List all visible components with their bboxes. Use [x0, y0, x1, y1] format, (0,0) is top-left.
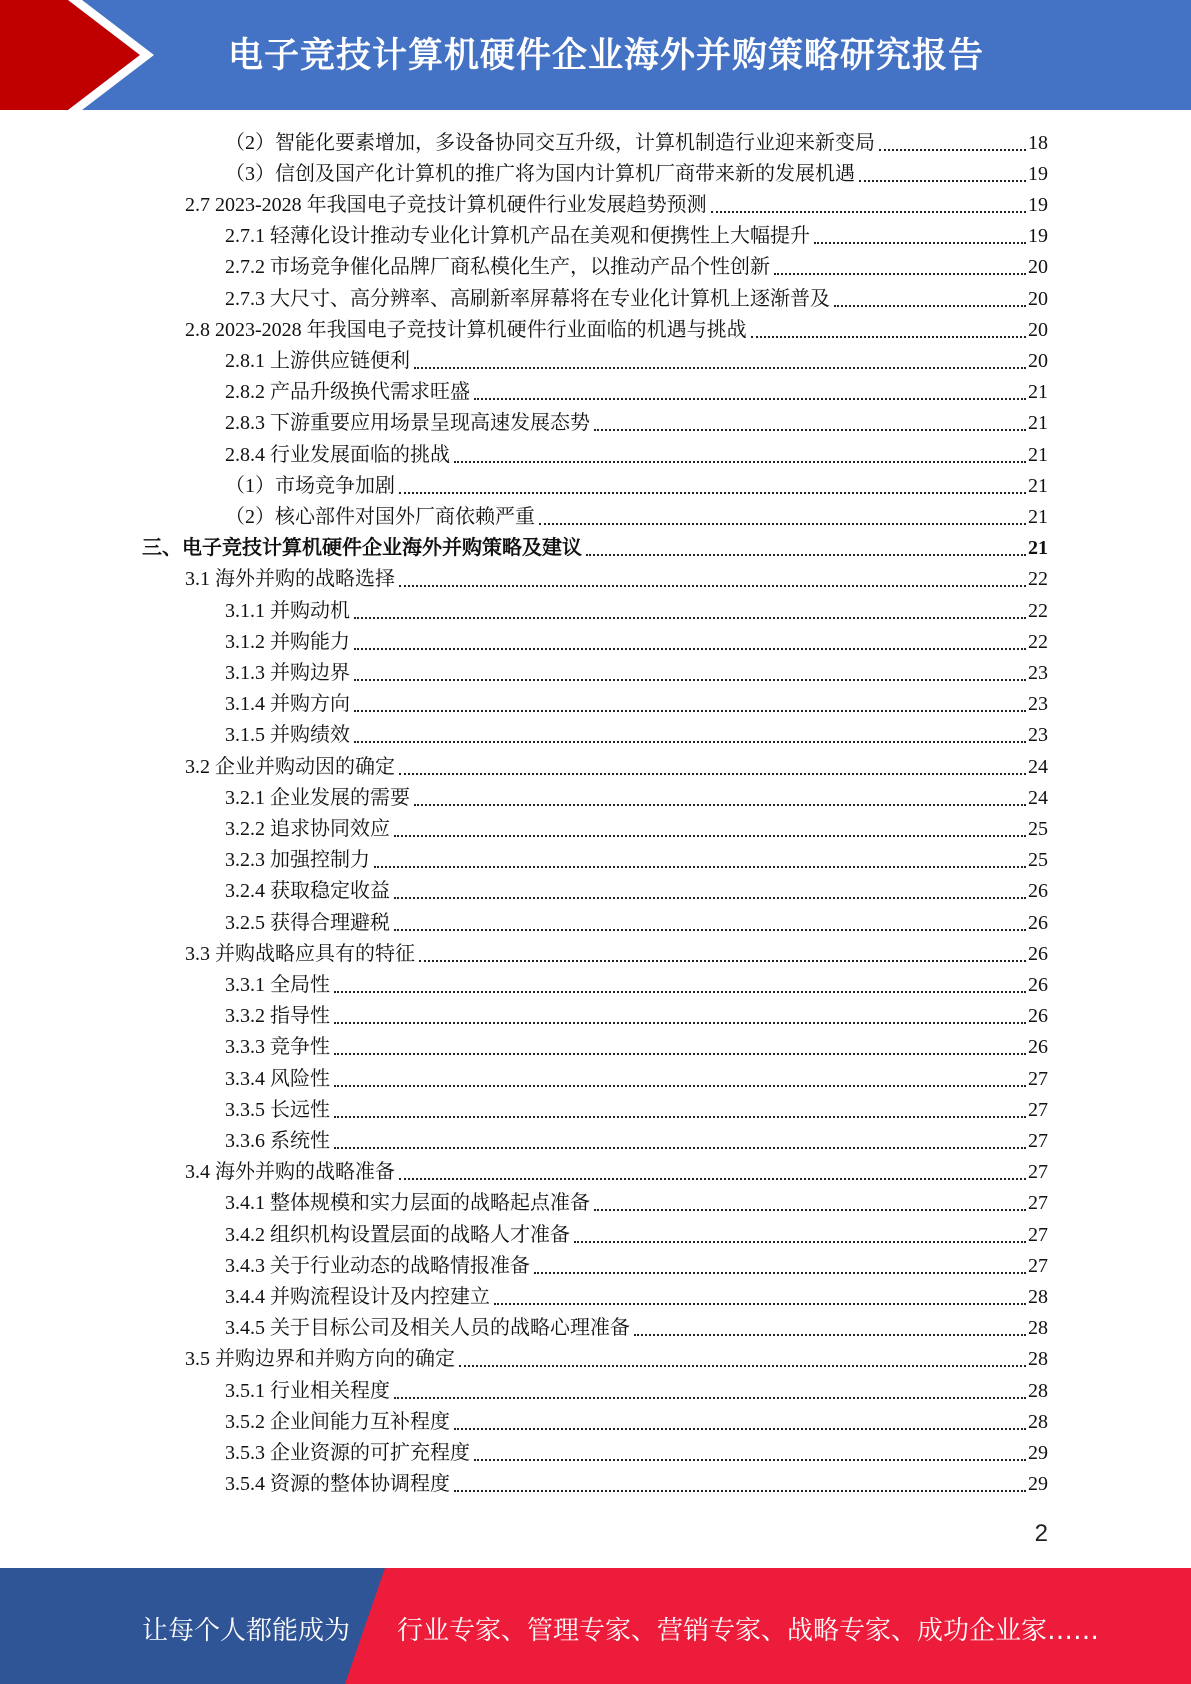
toc-entry-page: 19 — [1028, 193, 1048, 216]
toc-entry-title: 2.7 2023-2028 年我国电子竞技计算机硬件行业发展趋势预测 — [185, 193, 707, 216]
toc-entry[interactable] — [225, 845, 1048, 876]
toc-entry[interactable] — [225, 1032, 1048, 1063]
report-title: 电子竞技计算机硬件企业海外并购策略研究报告 — [228, 36, 985, 76]
toc-entry[interactable] — [225, 377, 1048, 408]
toc-entry-page: 21 — [1028, 412, 1048, 435]
toc-leader-dots — [634, 1334, 1026, 1336]
toc-entry-page: 21 — [1028, 381, 1048, 404]
toc-entry-page: 28 — [1028, 1379, 1048, 1402]
toc-leader-dots — [354, 710, 1026, 712]
toc-entry[interactable] — [225, 221, 1048, 252]
toc-entry-page: 27 — [1028, 1129, 1048, 1152]
toc-entry-page: 28 — [1028, 1317, 1048, 1340]
toc-entry[interactable] — [225, 501, 1048, 532]
toc-entry-page: 19 — [1028, 162, 1048, 185]
toc-entry[interactable] — [225, 626, 1048, 657]
toc-entry-page: 24 — [1028, 755, 1048, 778]
toc-leader-dots — [574, 1241, 1026, 1243]
toc-entry-page: 19 — [1028, 225, 1048, 248]
toc-entry[interactable] — [185, 938, 1048, 969]
toc-leader-dots — [354, 617, 1026, 619]
toc-entry[interactable] — [225, 969, 1048, 1000]
toc-entry-title: 3.2 企业并购动因的确定 — [185, 755, 395, 778]
toc-entry-title: 3.1 海外并购的战略选择 — [185, 568, 395, 591]
page-number: 2 — [1034, 1520, 1048, 1547]
toc-entry[interactable] — [225, 1281, 1048, 1312]
toc-entry-page: 25 — [1028, 849, 1048, 872]
toc-entry-title: 3.5 并购边界和并购方向的确定 — [185, 1348, 455, 1371]
toc-entry-page: 18 — [1028, 131, 1048, 154]
toc-entry[interactable] — [142, 533, 1048, 564]
toc-entry-page: 26 — [1028, 911, 1048, 934]
toc-leader-dots — [334, 1085, 1026, 1087]
toc-entry-page: 20 — [1028, 287, 1048, 310]
toc-leader-dots — [474, 1459, 1026, 1461]
toc-entry-page: 26 — [1028, 942, 1048, 965]
toc-entry-page: 25 — [1028, 817, 1048, 840]
toc-entry[interactable] — [225, 595, 1048, 626]
toc-entry-page: 29 — [1028, 1441, 1048, 1464]
toc-leader-dots — [494, 1303, 1026, 1305]
toc-entry[interactable] — [185, 751, 1048, 782]
toc-entry[interactable] — [185, 1157, 1048, 1188]
toc-leader-dots — [354, 741, 1026, 743]
toc-entry[interactable] — [225, 158, 1048, 189]
toc-entry[interactable] — [225, 876, 1048, 907]
toc-entry-title: 3.1.5 并购绩效 — [225, 724, 350, 747]
toc-entry[interactable] — [225, 1063, 1048, 1094]
toc-leader-dots — [399, 1178, 1026, 1180]
toc-entry-title: 2.8 2023-2028 年我国电子竞技计算机硬件行业面临的机遇与挑战 — [185, 318, 747, 341]
toc-entry-page: 28 — [1028, 1285, 1048, 1308]
toc-entry-title: 3.2.2 追求协同效应 — [225, 817, 390, 840]
toc-entry-title: 3.4.4 并购流程设计及内控建立 — [225, 1285, 490, 1308]
toc-entry-page: 26 — [1028, 1005, 1048, 1028]
toc-entry[interactable] — [225, 907, 1048, 938]
toc-entry[interactable] — [225, 720, 1048, 751]
toc-entry-title: （2）智能化要素增加，多设备协同交互升级，计算机制造行业迎来新变局 — [225, 131, 875, 154]
toc-leader-dots — [394, 1397, 1026, 1399]
toc-leader-dots — [419, 960, 1026, 962]
toc-entry[interactable] — [225, 1469, 1048, 1500]
toc-entry-title: 3.3.4 风险性 — [225, 1067, 330, 1090]
toc-entry-page: 23 — [1028, 724, 1048, 747]
toc-entry-title: 3.5.4 资源的整体协调程度 — [225, 1473, 450, 1496]
toc-leader-dots — [334, 1053, 1026, 1055]
footer-slogan-left: 让每个人都能成为 — [142, 1616, 351, 1646]
toc-entry-title: （3）信创及国产化计算机的推广将为国内计算机厂商带来新的发展机遇 — [225, 162, 855, 185]
toc-leader-dots — [454, 1490, 1026, 1492]
toc-entry[interactable] — [225, 1125, 1048, 1156]
toc-entry-title: 3.1.3 并购边界 — [225, 661, 350, 684]
toc-entry-page: 26 — [1028, 973, 1048, 996]
toc-entry-page: 21 — [1028, 505, 1048, 528]
toc-entry-title: 3.4 海外并购的战略准备 — [185, 1161, 395, 1184]
toc-entry-title: 3.4.2 组织机构设置层面的战略人才准备 — [225, 1223, 570, 1246]
toc-leader-dots — [394, 897, 1026, 899]
toc-entry[interactable] — [225, 439, 1048, 470]
toc-entry-title: 2.8.1 上游供应链便利 — [225, 349, 410, 372]
toc-leader-dots — [414, 804, 1026, 806]
toc-entry[interactable] — [185, 564, 1048, 595]
toc-entry[interactable] — [225, 1001, 1048, 1032]
toc-entry[interactable] — [185, 189, 1048, 220]
toc-leader-dots — [334, 1147, 1026, 1149]
toc-leader-dots — [594, 1209, 1026, 1211]
toc-entry-title: 3.4.3 关于行业动态的战略情报准备 — [225, 1254, 530, 1277]
toc-entry-page: 27 — [1028, 1192, 1048, 1215]
toc-leader-dots — [594, 429, 1026, 431]
toc-entry-page: 24 — [1028, 786, 1048, 809]
toc-leader-dots — [859, 180, 1026, 182]
toc-leader-dots — [814, 242, 1026, 244]
toc-entry-page: 29 — [1028, 1473, 1048, 1496]
toc-entry[interactable] — [185, 314, 1048, 345]
toc-leader-dots — [354, 648, 1026, 650]
toc-leader-dots — [711, 211, 1026, 213]
toc-leader-dots — [394, 835, 1026, 837]
toc-entry-title: 3.3.6 系统性 — [225, 1129, 330, 1152]
toc-entry-page: 26 — [1028, 1036, 1048, 1059]
toc-entry-title: 3.2.1 企业发展的需要 — [225, 786, 410, 809]
toc-entry-title: 2.7.2 市场竞争催化品牌厂商私模化生产，以推动产品个性创新 — [225, 256, 770, 279]
toc-entry-title: 3.3.1 全局性 — [225, 973, 330, 996]
toc-entry-page: 21 — [1028, 443, 1048, 466]
toc-entry-title: 2.8.2 产品升级换代需求旺盛 — [225, 381, 470, 404]
toc-leader-dots — [751, 336, 1026, 338]
toc-entry-title: 3.1.1 并购动机 — [225, 599, 350, 622]
toc-leader-dots — [414, 367, 1026, 369]
toc-entry-title: 3.4.5 关于目标公司及相关人员的战略心理准备 — [225, 1317, 630, 1340]
toc-leader-dots — [586, 554, 1026, 556]
toc-leader-dots — [459, 1365, 1026, 1367]
chevron-arrow-icon — [0, 0, 160, 110]
toc-leader-dots — [354, 679, 1026, 681]
toc-entry[interactable] — [225, 1437, 1048, 1468]
toc-entry[interactable] — [225, 1219, 1048, 1250]
toc-leader-dots — [399, 773, 1026, 775]
toc-entry-page: 20 — [1028, 318, 1048, 341]
toc-entry-page: 20 — [1028, 256, 1048, 279]
toc-leader-dots — [374, 866, 1026, 868]
toc-entry-page: 22 — [1028, 599, 1048, 622]
toc-entry-page: 26 — [1028, 880, 1048, 903]
toc-leader-dots — [334, 991, 1026, 993]
toc-entry[interactable] — [225, 1188, 1048, 1219]
toc-leader-dots — [834, 305, 1026, 307]
toc-entry-title: 3.2.3 加强控制力 — [225, 849, 370, 872]
toc-entry-title: 2.8.3 下游重要应用场景呈现高速发展态势 — [225, 412, 590, 435]
toc-entry-page: 22 — [1028, 630, 1048, 653]
toc-leader-dots — [539, 523, 1026, 525]
toc-entry[interactable] — [225, 1250, 1048, 1281]
toc-leader-dots — [394, 929, 1026, 931]
footer-slogan-right: 行业专家、管理专家、营销专家、战略专家、成功企业家…… — [397, 1616, 1100, 1646]
toc-leader-dots — [334, 1022, 1026, 1024]
toc-leader-dots — [454, 461, 1026, 463]
toc-entry-title: 3.3.3 竞争性 — [225, 1036, 330, 1059]
toc-entry-page: 21 — [1028, 537, 1048, 560]
toc-entry[interactable] — [185, 1344, 1048, 1375]
toc-entry-title: 2.7.3 大尺寸、高分辨率、高刷新率屏幕将在专业化计算机上逐渐普及 — [225, 287, 830, 310]
toc-entry[interactable] — [225, 1313, 1048, 1344]
toc-leader-dots — [334, 1116, 1026, 1118]
toc-entry-page: 22 — [1028, 568, 1048, 591]
toc-entry[interactable] — [225, 813, 1048, 844]
toc-entry[interactable] — [225, 252, 1048, 283]
toc-entry-page: 27 — [1028, 1223, 1048, 1246]
toc-entry-page: 28 — [1028, 1410, 1048, 1433]
toc-entry[interactable] — [225, 1406, 1048, 1437]
toc-entry[interactable] — [225, 470, 1048, 501]
toc-entry-title: 3.5.2 企业间能力互补程度 — [225, 1410, 450, 1433]
toc-entry-title: 3.3 并购战略应具有的特征 — [185, 942, 415, 965]
toc-entry-page: 23 — [1028, 693, 1048, 716]
toc-entry-page: 27 — [1028, 1161, 1048, 1184]
toc-leader-dots — [474, 398, 1026, 400]
toc-entry-title: 3.5.1 行业相关程度 — [225, 1379, 390, 1402]
toc-entry-page: 21 — [1028, 474, 1048, 497]
toc-entry[interactable] — [225, 1094, 1048, 1125]
toc-entry-page: 27 — [1028, 1067, 1048, 1090]
toc-entry-title: 3.3.2 指导性 — [225, 1005, 330, 1028]
toc-entry-title: 3.2.4 获取稳定收益 — [225, 880, 390, 903]
toc-entry-title: 3.1.4 并购方向 — [225, 693, 350, 716]
toc-entry-title: 2.7.1 轻薄化设计推动专业化计算机产品在美观和便携性上大幅提升 — [225, 225, 810, 248]
toc-entry[interactable] — [225, 782, 1048, 813]
toc-leader-dots — [534, 1272, 1026, 1274]
toc-entry[interactable] — [225, 283, 1048, 314]
toc-entry[interactable] — [225, 345, 1048, 376]
toc-entry[interactable] — [225, 1375, 1048, 1406]
page-header — [0, 0, 1191, 110]
toc-leader-dots — [399, 492, 1026, 494]
toc-leader-dots — [774, 273, 1026, 275]
toc-entry-title: 3.1.2 并购能力 — [225, 630, 350, 653]
toc-entry-page: 28 — [1028, 1348, 1048, 1371]
page-footer — [0, 1568, 1191, 1684]
toc-entry[interactable] — [225, 657, 1048, 688]
toc-entry-page: 27 — [1028, 1254, 1048, 1277]
toc-entry-title: 2.8.4 行业发展面临的挑战 — [225, 443, 450, 466]
toc-entry-title: （2）核心部件对国外厂商依赖严重 — [225, 505, 535, 528]
toc-entry-title: （1）市场竞争加剧 — [225, 474, 395, 497]
toc-entry[interactable] — [225, 408, 1048, 439]
toc-leader-dots — [879, 149, 1026, 151]
toc-entry-title: 3.4.1 整体规模和实力层面的战略起点准备 — [225, 1192, 590, 1215]
toc-entry-title: 3.5.3 企业资源的可扩充程度 — [225, 1441, 470, 1464]
toc-leader-dots — [399, 585, 1026, 587]
toc-entry-page: 27 — [1028, 1098, 1048, 1121]
toc-entry[interactable] — [225, 127, 1048, 158]
toc-entry-page: 23 — [1028, 661, 1048, 684]
toc-entry-title: 3.3.5 长远性 — [225, 1098, 330, 1121]
toc-entry-title: 3.2.5 获得合理避税 — [225, 911, 390, 934]
toc-entry-title: 三、电子竞技计算机硬件企业海外并购策略及建议 — [142, 537, 582, 560]
toc-entry-page: 20 — [1028, 349, 1048, 372]
toc-entry[interactable] — [225, 689, 1048, 720]
toc-leader-dots — [454, 1428, 1026, 1430]
